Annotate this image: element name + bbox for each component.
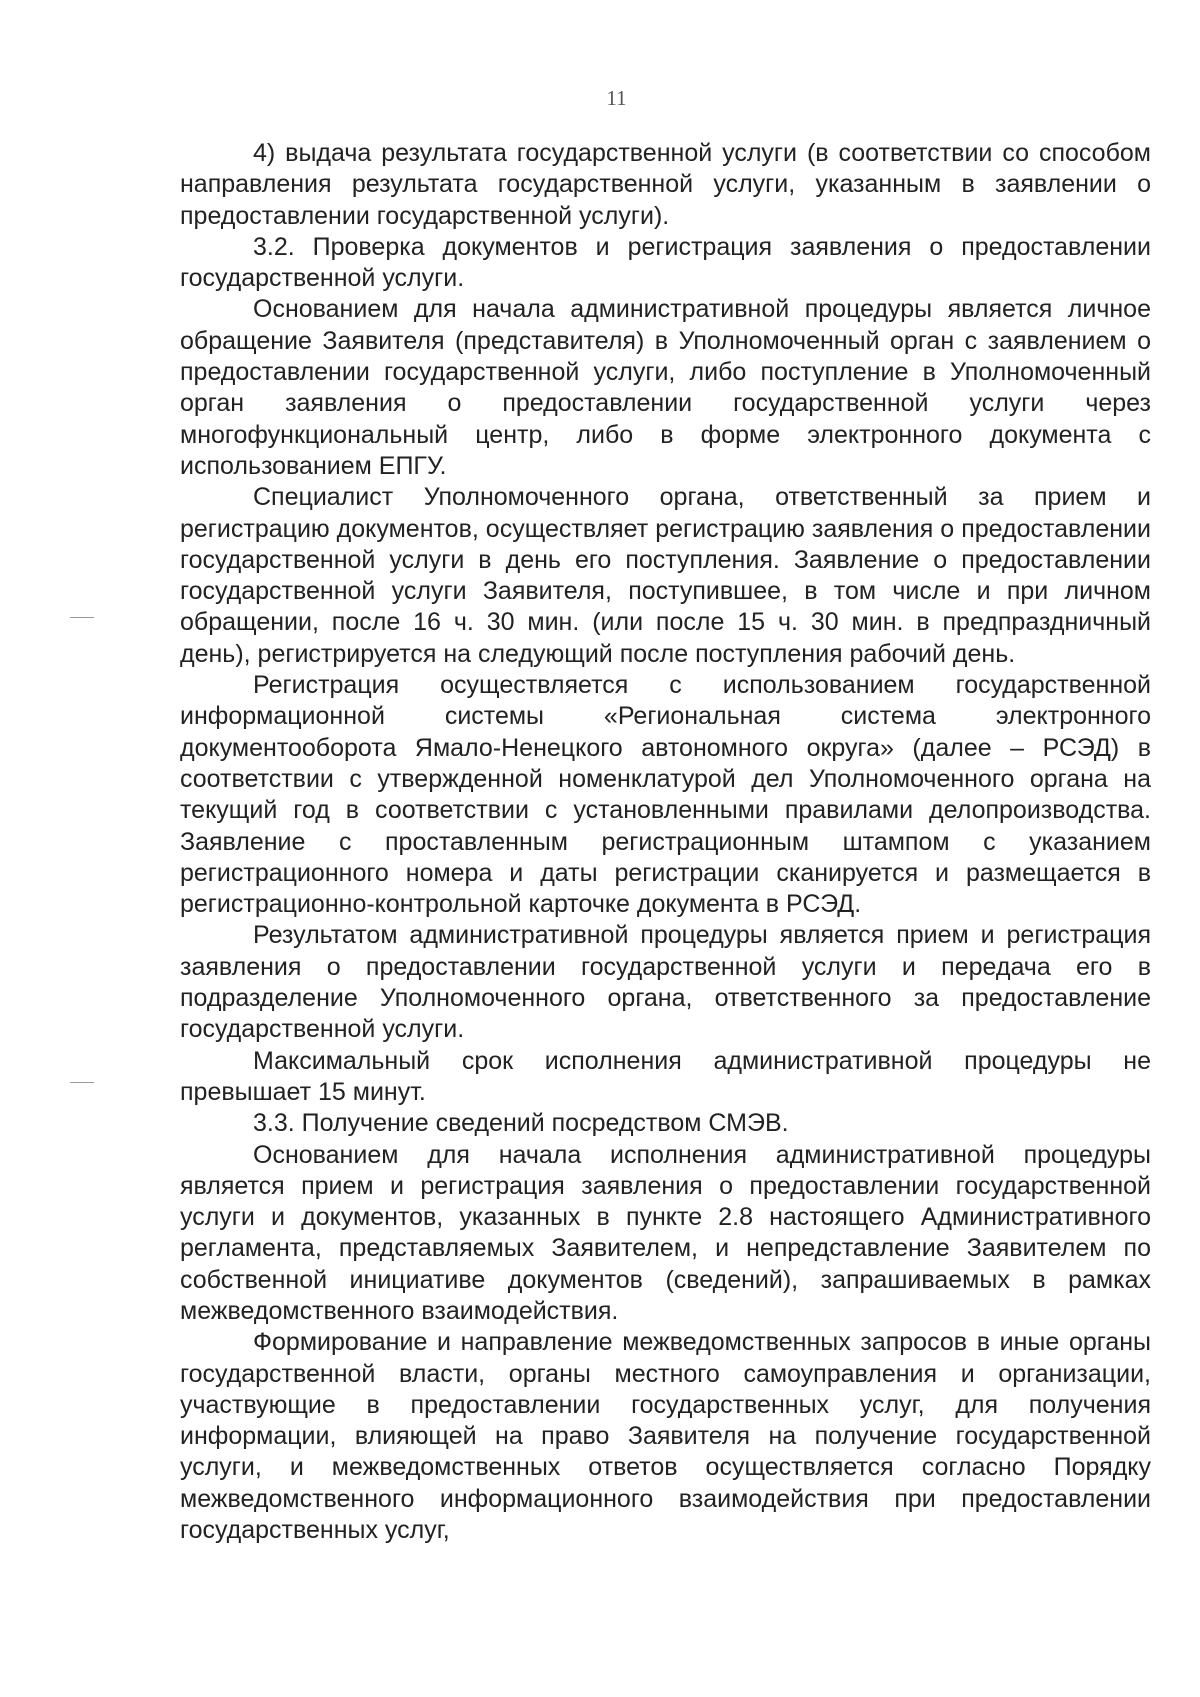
paragraph: Результатом административной процедуры является прием и регистрация заявления о предоставлении государственной услуги и передача его в подразделение Уполномоченного органа, ответственного за предоставление государственной услуги. — [180, 921, 1151, 1044]
paragraph: Специалист Уполномоченного органа, ответственный за прием и регистрацию документов, осуществляет регистрацию заявления о предоставлении государственной услуги в день его поступления. Заявление о предоставлении государственной услуги Заявителя, поступившее, в том числе и при личном обращении, после 16 ч. 30 мин. (или после 15 ч. 30 мин. в предпраздничный день), регистрируется на следующий после поступления рабочий день. — [180, 483, 1151, 668]
margin-mark — [70, 617, 94, 618]
page-number: 11 — [606, 86, 627, 110]
paragraph: Регистрация осуществляется с использованием государственной информационной системы «Региональная система электронного документооборота Ямало-Ненецкого автономного округа» (далее – РСЭД) в соответствии с утвержденной номенклатурой дел Уполномоченного органа на текущий год в соответствии с установленными правилами делопроизводства. Заявление с проставленным регистрационным штампом с указанием регистрационного номера и даты регистрации сканируется и размещается в регистрационно-контрольной карточке документа в РСЭД. — [180, 671, 1151, 919]
paragraph-item-4-result: 4) выдача результата государственной услуги (в соответствии со способом направления результата государственной услуги, указанным в заявлении о предоставлении государственной услуги). — [180, 139, 1151, 230]
paragraph: Формирование и направление межведомственных запросов в иные органы государственной власти, органы местного самоуправления и организации, участвующие в предоставлении государственных услуг, для получения информации, влияющей на право Заявителя на получение государственной услуги, и межведомственных ответов осуществляется согласно Порядку межведомственного информационного взаимодействия при предоставлении государственных услуг, — [180, 1328, 1151, 1545]
paragraph: Максимальный срок исполнения административной процедуры не превышает 15 минут. — [180, 1046, 1151, 1106]
margin-mark — [70, 1082, 94, 1083]
section-heading-3-3: 3.3. Получение сведений посредством СМЭВ. — [253, 1109, 789, 1138]
document-body — [180, 138, 1151, 1546]
paragraph: Основанием для начала административной процедуры является личное обращение Заявителя (представителя) в Уполномоченный орган с заявлением о предоставлении государственной услуги, либо поступление в Уполномоченный орган заявления о предоставлении государственной услуги через многофункциональный центр, либо в форме электронного документа с использованием ЕПГУ. — [180, 295, 1151, 480]
paragraph: Основанием для начала исполнения административной процедуры является прием и регистрация заявления о предоставлении государственной услуги и документов, указанных в пункте 2.8 настоящего Административного регламента, представляемых Заявителем, и непредставление Заявителем по собственной инициативе документов (сведений), запрашиваемых в рамках межведомственного взаимодействия. — [180, 1140, 1151, 1325]
section-heading-3-2: 3.2. Проверка документов и регистрация заявления о предоставлении государственной услуги. — [180, 232, 1151, 293]
